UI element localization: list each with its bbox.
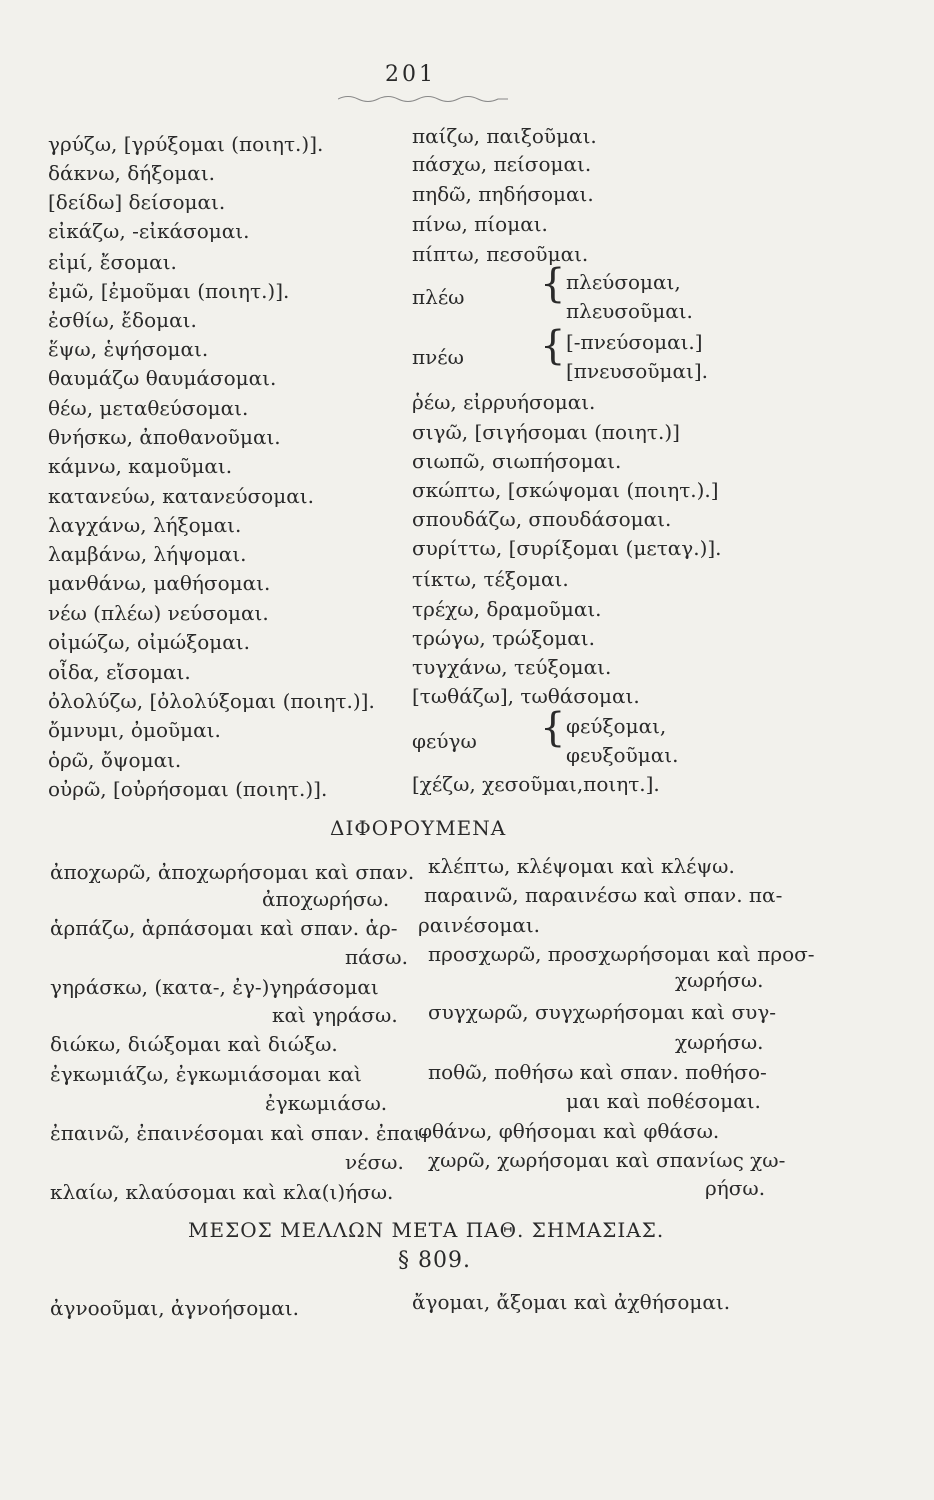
brace-form: [πνευσοῦμαι]. bbox=[566, 359, 708, 383]
brace-verb: πλέω bbox=[412, 285, 465, 309]
verb-entry: φθάνω, φθήσομαι καὶ φθάσω. bbox=[418, 1119, 720, 1143]
verb-continuation: πάσω. bbox=[345, 945, 408, 969]
verb-entry: κλέπτω, κλέψομαι καὶ κλέψω. bbox=[428, 854, 735, 878]
verb-entry: πίνω, πίομαι. bbox=[412, 212, 548, 236]
verb-entry: γρύζω, [γρύξομαι (ποιητ.)]. bbox=[48, 132, 324, 156]
verb-entry: τρέχω, δραμοῦμαι. bbox=[412, 597, 602, 621]
verb-entry: θνήσκω, ἀποθανοῦμαι. bbox=[48, 425, 281, 449]
verb-entry: σιγῶ, [σιγήσομαι (ποιητ.)] bbox=[412, 420, 680, 444]
verb-entry: κάμνω, καμοῦμαι. bbox=[48, 454, 233, 478]
verb-entry: κλαίω, κλαύσομαι καὶ κλα(ι)ήσω. bbox=[50, 1180, 394, 1204]
verb-entry: [τωθάζω], τωθάσομαι. bbox=[412, 684, 640, 708]
verb-continuation: ἐγκωμιάσω. bbox=[265, 1091, 388, 1115]
verb-entry: ἁρπάζω, ἁρπάσομαι καὶ σπαν. ἁρ- bbox=[50, 916, 398, 940]
verb-entry: κατανεύω, κατανεύσομαι. bbox=[48, 484, 314, 508]
verb-entry: λαγχάνω, λήξομαι. bbox=[48, 513, 242, 537]
verb-entry: συγχωρῶ, συγχωρήσομαι καὶ συγ- bbox=[428, 1000, 777, 1024]
verb-entry: τρώγω, τρώξομαι. bbox=[412, 626, 595, 650]
verb-continuation: χωρήσω. bbox=[675, 1030, 764, 1054]
brace-verb: πνέω bbox=[412, 345, 464, 369]
verb-entry: σιωπῶ, σιωπήσομαι. bbox=[412, 449, 622, 473]
verb-entry: μανθάνω, μαθήσομαι. bbox=[48, 571, 271, 595]
ornament-rule bbox=[338, 92, 508, 106]
brace-form: φεύξομαι, bbox=[566, 714, 667, 738]
verb-entry: σπουδάζω, σπουδάσομαι. bbox=[412, 507, 672, 531]
verb-entry: ῥέω, εἰρρυήσομαι. bbox=[412, 390, 596, 414]
verb-entry: παραινῶ, παραινέσω καὶ σπαν. πα- bbox=[424, 883, 783, 907]
verb-entry: ὁρῶ, ὄψομαι. bbox=[48, 748, 182, 772]
verb-entry: σκώπτω, [σκώψομαι (ποιητ.).] bbox=[412, 478, 719, 502]
verb-entry: ποθῶ, ποθήσω καὶ σπαν. ποθήσο- bbox=[428, 1060, 767, 1084]
verb-entry: τίκτω, τέξομαι. bbox=[412, 567, 569, 591]
verb-entry: δάκνω, δήξομαι. bbox=[48, 161, 216, 185]
brace-symbol: { bbox=[540, 261, 566, 307]
verb-continuation: ραινέσομαι. bbox=[418, 913, 541, 937]
brace-form: φευξοῦμαι. bbox=[566, 743, 679, 767]
verb-entry: ἕψω, ἑψήσομαι. bbox=[48, 337, 209, 361]
verb-entry: παίζω, παιξοῦμαι. bbox=[412, 124, 597, 148]
section-heading: ΜΕΣΟΣ ΜΕΛΛΩΝ ΜΕΤΑ ΠΑΘ. ΣΗΜΑΣΙΑΣ. bbox=[188, 1218, 665, 1242]
brace-form: πλευσοῦμαι. bbox=[566, 299, 693, 323]
brace-form: πλεύσομαι, bbox=[566, 270, 681, 294]
brace-symbol: { bbox=[540, 323, 566, 369]
verb-entry: θέω, μεταθεύσομαι. bbox=[48, 396, 249, 420]
verb-entry: οἶδα, εἴσομαι. bbox=[48, 660, 191, 684]
verb-entry: προσχωρῶ, προσχωρήσομαι καὶ προσ- bbox=[428, 942, 815, 966]
verb-continuation: χωρήσω. bbox=[675, 968, 764, 992]
verb-entry: χωρῶ, χωρήσομαι καὶ σπανίως χω- bbox=[428, 1148, 786, 1172]
verb-entry: εἰμί, ἔσομαι. bbox=[48, 250, 177, 274]
verb-entry: ἐγκωμιάζω, ἐγκωμιάσομαι καὶ bbox=[50, 1062, 362, 1086]
brace-symbol: { bbox=[540, 705, 566, 751]
verb-entry: ἀγνοοῦμαι, ἀγνοήσομαι. bbox=[50, 1296, 299, 1320]
verb-entry: ὄμνυμι, ὀμοῦμαι. bbox=[48, 718, 221, 742]
verb-entry: οἰμώζω, οἰμώξομαι. bbox=[48, 630, 251, 654]
verb-entry: οὐρῶ, [οὐρήσομαι (ποιητ.)]. bbox=[48, 777, 328, 801]
page-number: 201 bbox=[385, 62, 436, 87]
verb-entry: [δείδω] δείσομαι. bbox=[48, 190, 226, 214]
verb-entry: λαμβάνω, λήψομαι. bbox=[48, 542, 247, 566]
verb-entry: ἐπαινῶ, ἐπαινέσομαι καὶ σπαν. ἐπαι- bbox=[50, 1121, 428, 1145]
verb-entry: διώκω, διώξομαι καὶ διώξω. bbox=[50, 1032, 338, 1056]
verb-entry: ἐμῶ, [ἐμοῦμαι (ποιητ.)]. bbox=[48, 279, 290, 303]
paragraph-number: § 809. bbox=[398, 1248, 471, 1273]
verb-continuation: ἀποχωρήσω. bbox=[262, 887, 390, 911]
verb-continuation: ρήσω. bbox=[705, 1176, 766, 1200]
verb-continuation: μαι καὶ ποθέσομαι. bbox=[566, 1089, 761, 1113]
verb-entry: ἀποχωρῶ, ἀποχωρήσομαι καὶ σπαν. bbox=[50, 860, 415, 884]
verb-continuation: καὶ γηράσω. bbox=[272, 1003, 398, 1027]
verb-entry: ἐσθίω, ἔδομαι. bbox=[48, 308, 197, 332]
brace-form: [-πνεύσομαι.] bbox=[566, 330, 703, 354]
section-heading: ΔΙΦΟΡΟΥΜΕΝΑ bbox=[330, 816, 507, 840]
verb-entry: συρίττω, [συρίξομαι (μεταγ.)]. bbox=[412, 536, 722, 560]
verb-entry: εἰκάζω, -εἰκάσομαι. bbox=[48, 219, 250, 243]
verb-entry: ὀλολύζω, [ὀλολύξομαι (ποιητ.)]. bbox=[48, 689, 375, 713]
verb-entry: γηράσκω, (κατα-, ἐγ-)γηράσομαι bbox=[50, 975, 379, 999]
verb-entry: ἄγομαι, ἄξομαι καὶ ἀχθήσομαι. bbox=[412, 1290, 731, 1314]
verb-entry: τυγχάνω, τεύξομαι. bbox=[412, 655, 612, 679]
verb-continuation: νέσω. bbox=[345, 1150, 404, 1174]
verb-entry: νέω (πλέω) νεύσομαι. bbox=[48, 601, 269, 625]
verb-entry: θαυμάζω θαυμάσομαι. bbox=[48, 366, 277, 390]
verb-entry: [χέζω, χεσοῦμαι,ποιητ.]. bbox=[412, 772, 660, 796]
verb-entry: πάσχω, πείσομαι. bbox=[412, 152, 592, 176]
verb-entry: πίπτω, πεσοῦμαι. bbox=[412, 242, 589, 266]
brace-verb: φεύγω bbox=[412, 729, 477, 753]
verb-entry: πηδῶ, πηδήσομαι. bbox=[412, 182, 594, 206]
